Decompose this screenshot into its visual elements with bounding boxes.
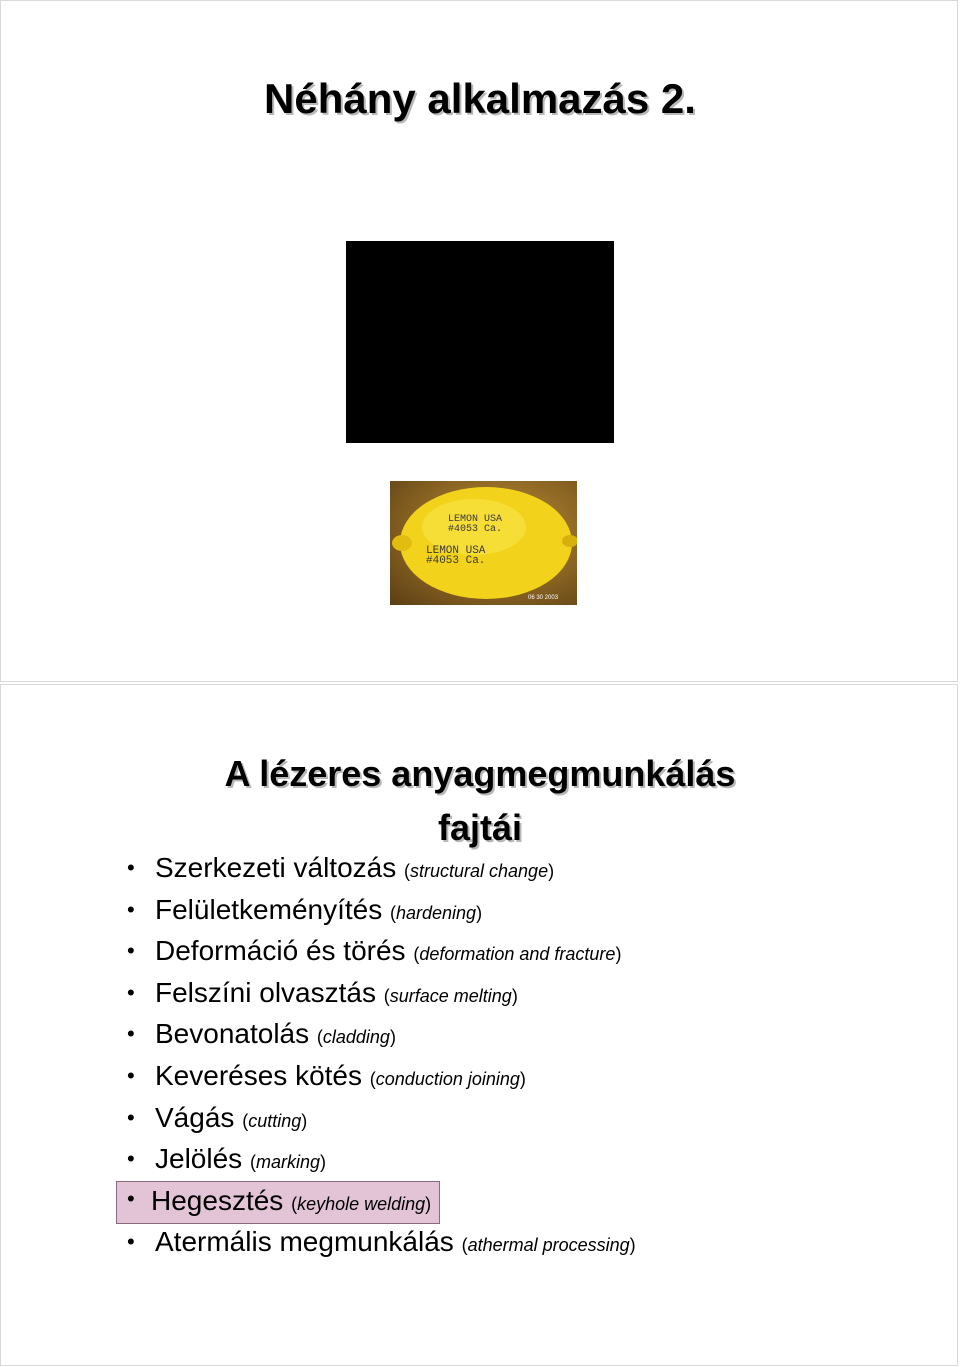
slide-2 [0,684,958,1366]
item-hu: Keveréses kötés [155,1059,362,1091]
list-item [121,930,636,972]
item-en: cutting [248,1110,302,1131]
bullet-icon: • [127,896,135,922]
item-en-wrap: (marking) [249,1152,326,1173]
item-en-wrap: (hardening) [390,902,483,923]
item-en-wrap: (athermal processing) [461,1235,636,1256]
item-en: conduction joining [375,1068,520,1089]
item-en-wrap: (cutting) [242,1110,308,1131]
processing-types-list [121,847,636,1263]
list-item [121,1221,636,1263]
list-item [121,1013,636,1055]
item-hu: Felszíni olvasztás [155,976,376,1008]
item-en: athermal processing [467,1235,630,1256]
lemon-print-line4: #4053 Ca. [426,555,486,567]
title-line-1: A lézeres anyagmegmunkálás [224,753,736,794]
lemon-print-line2: #4053 Ca. [448,524,503,535]
lemon-print-line1: LEMON USA [448,514,503,525]
bullet-icon: • [127,1104,135,1130]
lemon-print-line3: LEMON USA [426,545,486,557]
item-en-wrap: (keyhole welding) [291,1193,432,1214]
list-item [121,972,636,1014]
slide-title [1,747,959,855]
bullet-icon: • [127,1185,135,1211]
bullet-icon: • [127,1062,135,1088]
list-item-highlighted [121,1180,636,1222]
item-en: marking [255,1152,320,1173]
bullet-icon: • [127,1146,135,1172]
bullet-icon: • [127,855,135,880]
list-item [121,1097,636,1139]
item-en: deformation and fracture [419,944,616,965]
item-en-wrap: (surface melting) [383,985,518,1006]
item-hu: Bevonatolás [155,1018,310,1050]
bullet-icon: • [127,1021,135,1047]
item-hu: Deformáció és törés [155,935,406,967]
item-hu: Jelölés [155,1143,243,1175]
bullet-icon: • [127,1229,135,1255]
item-en: surface melting [389,985,512,1006]
bullet-icon: • [127,938,135,964]
slide-1 [0,0,958,682]
list-item [121,1055,636,1097]
list-item [121,1138,636,1180]
slide-title: Néhány alkalmazás 2. [264,75,696,122]
highlight-box [117,1182,439,1223]
list-item [121,847,636,889]
item-en: cladding [322,1027,390,1048]
title-line-2: fajtái [437,807,523,848]
item-en-wrap: (conduction joining) [369,1068,526,1089]
photo-date-stamp: 06 30 2003 [528,595,559,601]
item-hu: Felületkeményítés [155,893,383,925]
item-en: hardening [396,902,477,923]
list-item [121,889,636,931]
item-en-wrap: (cladding) [316,1027,396,1048]
bullet-icon: • [127,979,135,1005]
item-hu: Atermális megmunkálás [155,1226,454,1258]
item-en-wrap: (structural change) [404,861,555,881]
item-hu: Szerkezeti változás [155,852,397,883]
item-hu: Vágás [155,1101,235,1133]
item-en-wrap: (deformation and fracture) [413,944,622,965]
item-en: structural change [410,861,549,881]
black-image-placeholder [346,241,614,443]
lemon-photo [390,481,577,605]
item-en: keyhole welding [297,1193,426,1214]
item-hu: Hegesztés [151,1184,284,1216]
